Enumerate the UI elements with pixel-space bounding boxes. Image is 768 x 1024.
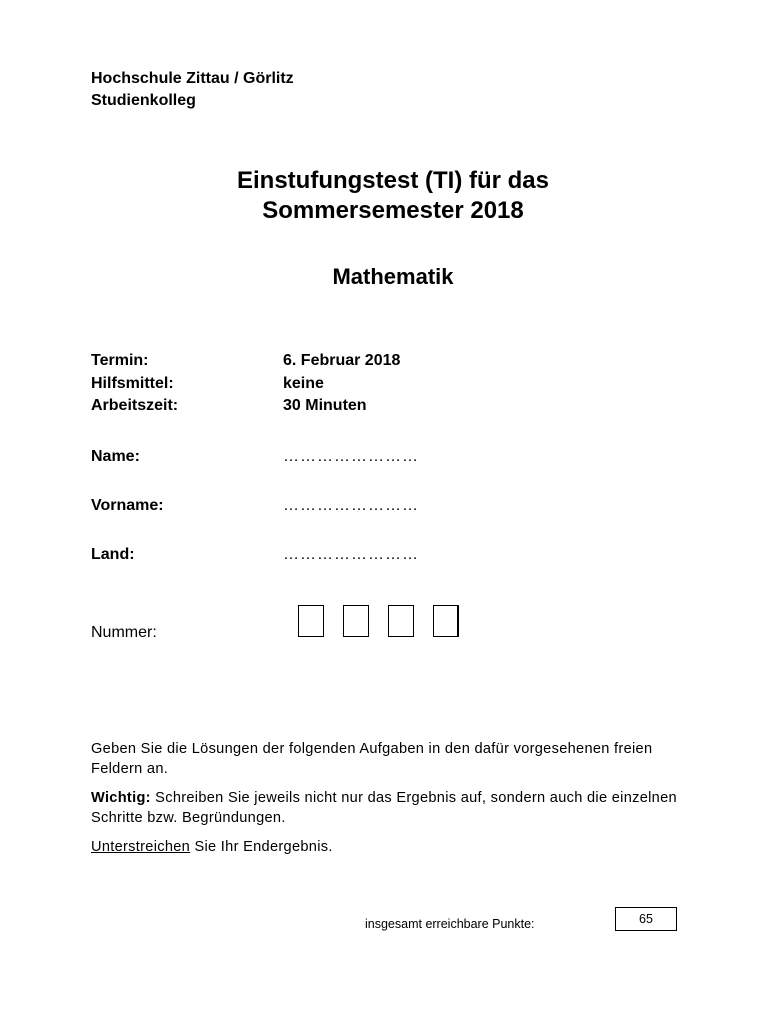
instruction-paragraph-2 xyxy=(91,788,691,828)
total-points-box: 65 xyxy=(615,907,677,931)
number-box-4[interactable] xyxy=(433,605,459,637)
underline-word: Unterstreichen xyxy=(91,839,191,855)
exam-title-line1: Einstufungstest (TI) für das xyxy=(237,167,549,194)
institution-name: Hochschule Zittau / Görlitz xyxy=(91,70,294,87)
department-name: Studienkolleg xyxy=(91,92,196,109)
info-value-termin: 6. Februar 2018 xyxy=(283,352,401,369)
land-label: Land: xyxy=(91,546,135,563)
info-value-arbeitszeit: 30 Minuten xyxy=(283,397,367,414)
exam-title-line2: Sommersemester 2018 xyxy=(262,197,524,224)
number-label: Nummer: xyxy=(91,624,157,641)
info-value-hilfsmittel: keine xyxy=(283,375,324,392)
number-box-3[interactable] xyxy=(388,605,414,637)
name-field[interactable]: …………………… xyxy=(283,448,419,465)
number-box-1[interactable] xyxy=(298,605,324,637)
name-label: Name: xyxy=(91,448,140,465)
instruction-paragraph-1: Geben Sie die Lösungen der folgenden Aufgaben in den dafür vorgesehenen freien Feldern an. xyxy=(91,741,653,777)
info-label-arbeitszeit: Arbeitszeit: xyxy=(91,397,179,414)
land-field[interactable]: …………………… xyxy=(283,546,419,563)
instruction-paragraph-3 xyxy=(91,837,691,857)
underline-text: Sie Ihr Endergebnis. xyxy=(190,839,333,855)
info-label-termin: Termin: xyxy=(91,352,149,369)
vorname-field[interactable]: …………………… xyxy=(283,497,419,514)
subject-title: Mathematik xyxy=(332,264,454,289)
important-label: Wichtig: xyxy=(91,790,151,806)
total-points-label: insgesamt erreichbare Punkte: xyxy=(365,917,535,931)
important-text: Schreiben Sie jeweils nicht nur das Ergebnis auf, sondern auch die einzelnen Schritte bzw. Begründungen. xyxy=(91,790,677,826)
number-box-2[interactable] xyxy=(343,605,369,637)
info-label-hilfsmittel: Hilfsmittel: xyxy=(91,375,174,392)
vorname-label: Vorname: xyxy=(91,497,164,514)
